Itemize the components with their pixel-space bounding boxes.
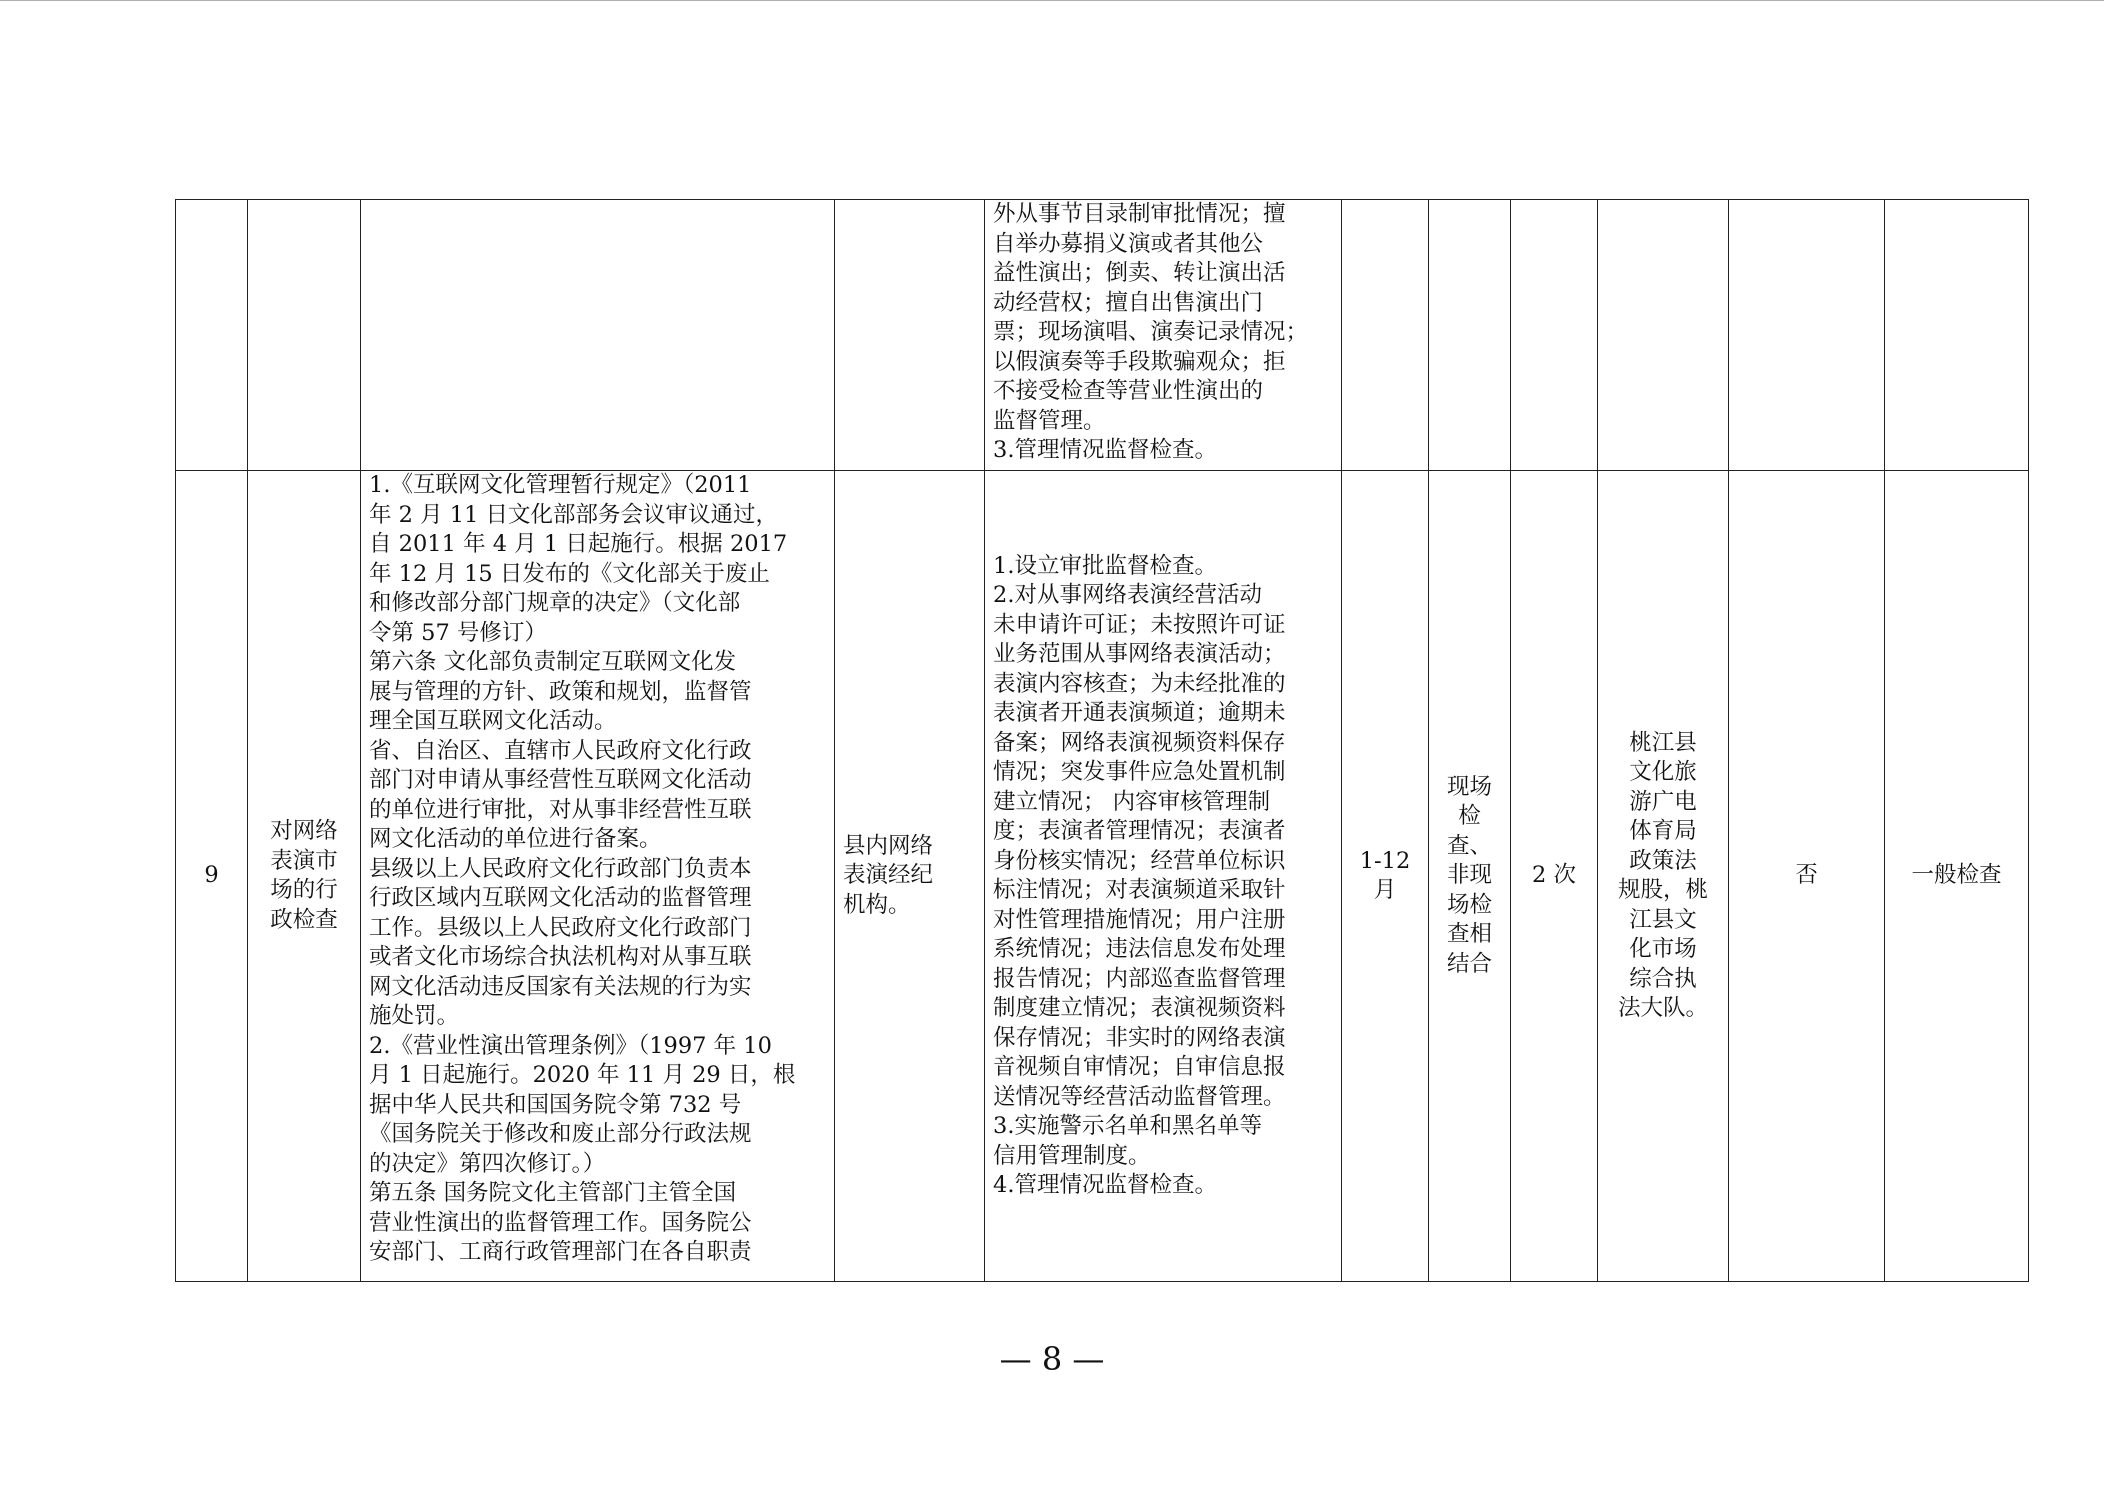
text-line: 施处罚。 bbox=[369, 1003, 460, 1029]
text-line: 动经营权；擅自出售演出门 bbox=[993, 289, 1264, 316]
text-line: 《国务院关于修改和废止部分行政法规 bbox=[369, 1121, 752, 1147]
text-line: 备案；网络表演视频资料保存 bbox=[993, 729, 1286, 756]
cell-type: 一般检查 bbox=[1885, 471, 2029, 1282]
text-line: 表演内容核查；为未经批准的 bbox=[993, 670, 1286, 697]
text-line: 机构。 bbox=[843, 891, 911, 918]
text-line: 结合 bbox=[1446, 950, 1492, 977]
cell-content bbox=[985, 471, 1342, 1282]
cell-type bbox=[1885, 200, 2029, 471]
text-line: 营业性演出的监督管理工作。国务院公 bbox=[369, 1209, 752, 1236]
text-line: 网文化活动的单位进行备案。 bbox=[369, 826, 662, 852]
text-line: 益性演出；倒卖、转让演出活 bbox=[993, 260, 1286, 286]
text-line: 江县文 bbox=[1629, 906, 1697, 933]
text-line: 系统情况；违法信息发布处理 bbox=[993, 936, 1286, 962]
text-line: 送情况等经营活动监督管理。 bbox=[993, 1083, 1286, 1110]
text-line: 法大队。 bbox=[1617, 995, 1708, 1021]
text-line: 未申请许可证；未按照许可证 bbox=[993, 611, 1286, 638]
text-line: 省、自治区、直辖市人民政府文化行政 bbox=[369, 737, 752, 764]
cell-object bbox=[835, 200, 985, 471]
text-line: 票；现场演唱、演奏记录情况； bbox=[993, 319, 1309, 345]
text-line: 不接受检查等营业性演出的 bbox=[993, 378, 1264, 404]
text-line: 县内网络 bbox=[843, 832, 934, 859]
cell-dept bbox=[1598, 471, 1729, 1282]
text-line: 年 2 月 11 日文化部部务会议审议通过， bbox=[369, 501, 779, 528]
text-line: 4.管理情况监督检查。 bbox=[993, 1172, 1217, 1198]
top-rule bbox=[0, 0, 2104, 1]
text-line: 1.设立审批监督检查。 bbox=[993, 552, 1217, 579]
text-line: 桃江县 bbox=[1629, 729, 1697, 756]
text-line: 游广电 bbox=[1629, 788, 1697, 815]
text-line: 的单位进行审批，对从事非经营性互联 bbox=[369, 796, 752, 823]
text-line: 建立情况； 内容审核管理制 bbox=[993, 788, 1271, 815]
text-line: 第六条 文化部负责制定互联网文化发 bbox=[369, 649, 737, 675]
text-line: 据中华人民共和国国务院令第 732 号 bbox=[369, 1091, 742, 1118]
text-line: 3.管理情况监督检查。 bbox=[993, 437, 1217, 463]
table-row bbox=[176, 471, 2029, 1282]
text-line: 业务范围从事网络表演活动； bbox=[993, 641, 1286, 667]
text-line: 音视频自审情况；自审信息报 bbox=[993, 1054, 1286, 1080]
text-line: 3.实施警示名单和黑名单等 bbox=[993, 1113, 1262, 1139]
text-line: 标注情况；对表演频道采取针 bbox=[993, 877, 1286, 903]
text-line: 1-12 bbox=[1359, 847, 1411, 874]
text-line: 文化旅 bbox=[1629, 759, 1697, 785]
text-line: 度；表演者管理情况；表演者 bbox=[993, 818, 1286, 844]
text-line: 和修改部分部门规章的决定》（文化部 bbox=[369, 590, 741, 616]
cell-item bbox=[248, 471, 361, 1282]
cell-content bbox=[985, 200, 1342, 471]
text-line: 安部门、工商行政管理部门在各自职责 bbox=[369, 1239, 752, 1265]
text-line: 制度建立情况；表演视频资料 bbox=[993, 995, 1286, 1021]
text-line: 情况；突发事件应急处置机制 bbox=[993, 759, 1286, 785]
cell-no: 9 bbox=[176, 471, 248, 1282]
text-line: 部门对申请从事经营性互联网文化活动 bbox=[369, 767, 752, 793]
cell-basis bbox=[361, 200, 835, 471]
text-line: 月 1 日起施行。2020 年 11 月 29 日，根 bbox=[369, 1062, 796, 1088]
text-line: 政策法 bbox=[1629, 847, 1697, 874]
text-line: 表演市 bbox=[270, 847, 338, 874]
text-line: 政检查 bbox=[270, 906, 338, 933]
text-line: 1.《互联网文化管理暂行规定》（2011 bbox=[369, 472, 752, 498]
text-line: 的决定》第四次修订。） bbox=[369, 1150, 606, 1177]
text-line: 场的行 bbox=[270, 877, 338, 903]
cell-frequency: 2 次 bbox=[1511, 471, 1598, 1282]
cell-method bbox=[1429, 200, 1511, 471]
text-line: 对网络 bbox=[270, 818, 338, 844]
cell-method bbox=[1429, 471, 1511, 1282]
text-line: 化市场 bbox=[1629, 936, 1697, 962]
text-line: 第五条 国务院文化主管部门主管全国 bbox=[369, 1180, 737, 1206]
text-line: 报告情况；内部巡查监督管理 bbox=[993, 965, 1286, 992]
text-line: 体育局 bbox=[1629, 818, 1697, 844]
text-line: 综合执 bbox=[1629, 965, 1697, 992]
text-line: 年 12 月 15 日发布的《文化部关于废止 bbox=[369, 560, 770, 587]
cell-no bbox=[176, 200, 248, 471]
inspection-table bbox=[175, 199, 2029, 1282]
text-line: 非现 bbox=[1446, 862, 1492, 889]
cell-joint: 否 bbox=[1729, 471, 1885, 1282]
text-line: 表演者开通表演频道；逾期未 bbox=[993, 700, 1286, 726]
text-line: 展与管理的方针、政策和规划，监督管 bbox=[369, 678, 752, 705]
text-line: 或者文化市场综合执法机构对从事互联 bbox=[369, 944, 752, 970]
text-line: 规股，桃 bbox=[1617, 877, 1708, 903]
cell-period bbox=[1342, 471, 1429, 1282]
text-line: 工作。县级以上人民政府文化行政部门 bbox=[369, 914, 752, 941]
cell-item bbox=[248, 200, 361, 471]
cell-joint bbox=[1729, 200, 1885, 471]
text-line: 2.《营业性演出管理条例》（1997 年 10 bbox=[369, 1032, 772, 1059]
text-line: 信用管理制度。 bbox=[993, 1142, 1151, 1169]
text-line: 以假演奏等手段欺骗观众；拒 bbox=[993, 348, 1286, 375]
text-line: 理全国互联网文化活动。 bbox=[369, 708, 617, 734]
text-line: 监督管理。 bbox=[993, 407, 1106, 434]
text-line: 查、 bbox=[1446, 832, 1492, 859]
cell-dept bbox=[1598, 200, 1729, 471]
table-row bbox=[176, 200, 2029, 471]
text-line: 身份核实情况；经营单位标识 bbox=[993, 847, 1286, 874]
text-line: 查相 bbox=[1446, 921, 1492, 948]
text-line: 行政区域内互联网文化活动的监督管理 bbox=[369, 885, 752, 911]
page-number: — 8 — bbox=[999, 1340, 1105, 1378]
text-line: 自举办募捐义演或者其他公 bbox=[993, 230, 1264, 257]
text-line: 现场 bbox=[1446, 773, 1492, 800]
cell-object bbox=[835, 471, 985, 1282]
text-line: 表演经纪 bbox=[843, 862, 934, 889]
text-line: 2.对从事网络表演经营活动 bbox=[993, 582, 1262, 608]
cell-period bbox=[1342, 200, 1429, 471]
text-line: 令第 57 号修订） bbox=[369, 619, 547, 646]
text-line: 检 bbox=[1458, 803, 1481, 830]
text-line: 自 2011 年 4 月 1 日起施行。根据 2017 bbox=[369, 531, 788, 557]
text-line: 对性管理措施情况；用户注册 bbox=[993, 906, 1286, 933]
text-line: 外从事节目录制审批情况；擅 bbox=[993, 201, 1286, 227]
cell-basis bbox=[361, 471, 835, 1282]
text-line: 网文化活动违反国家有关法规的行为实 bbox=[369, 973, 752, 1000]
text-line: 月 bbox=[1373, 877, 1397, 903]
cell-frequency bbox=[1511, 200, 1598, 471]
text-line: 县级以上人民政府文化行政部门负责本 bbox=[369, 855, 752, 882]
text-line: 保存情况；非实时的网络表演 bbox=[993, 1024, 1286, 1051]
text-line: 场检 bbox=[1446, 891, 1492, 918]
